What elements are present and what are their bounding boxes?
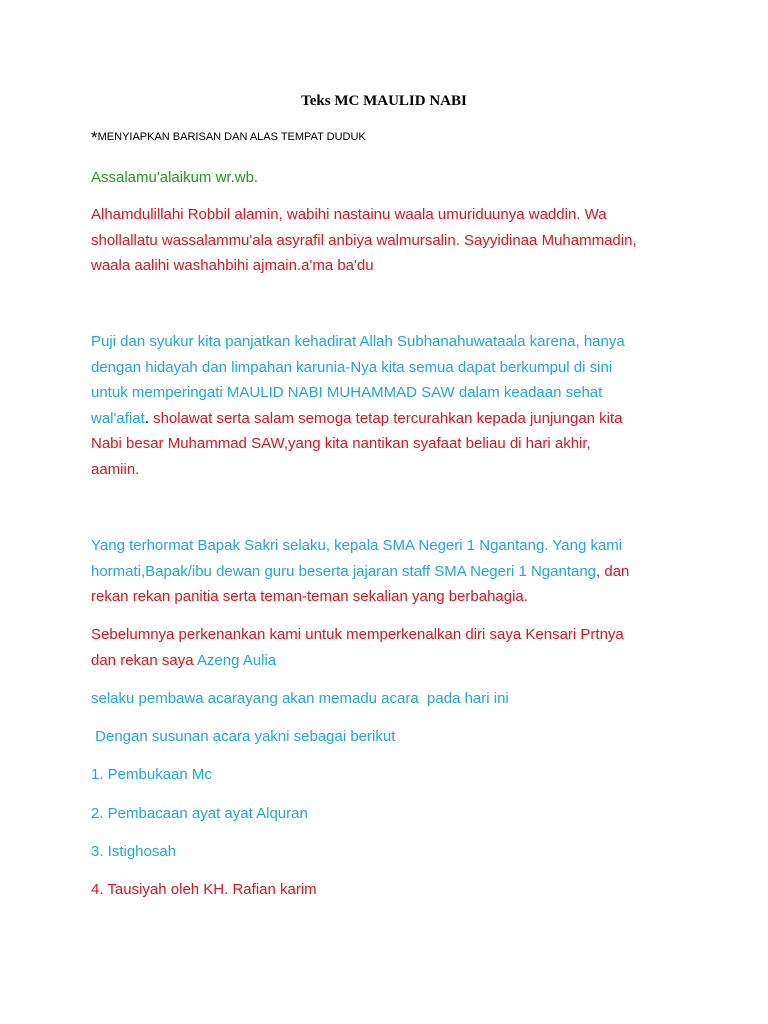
subheading-star: * [91,128,98,147]
praise-line-mixed [91,406,691,432]
praise-line: Nabi besar Muhammad SAW,yang kita nantikan syafaat beliau di hari akhir, [91,435,591,452]
opening-line: shollallatu wassalammu'ala asyrafil anbiya walmursalin. Sayyidinaa Muhammadin, [91,231,637,249]
agenda-item-3: 3. Istighosah [91,843,177,860]
praise-line4-blue: wal'afiat [91,409,145,427]
subheading-text: MENYIAPKAN BARISAN DAN ALAS TEMPAT DUDUK [97,131,366,143]
opening-paragraph [91,202,691,279]
praise-paragraph [91,329,691,482]
respect-paragraph [91,533,691,610]
opening-line: waala aalihi washahbihi ajmain.a'ma ba'du [91,257,374,274]
intro-paragraph [91,622,691,673]
praise-line4-period: . [144,409,149,427]
praise-line: aamiin. [91,460,140,478]
praise-line4-red: sholawat serta salam semoga tetap tercurahkan kepada junjungan kita [148,409,623,427]
intro-line-mixed [91,648,691,674]
role-line: selaku pembawa acarayang akan memadu acara pada hari ini [91,690,509,707]
praise-line: Puji dan syukur kita panjatkan kehadirat Allah Subhanahuwataala karena, hanya [91,333,625,350]
intro-line2-blue: Azeng Aulia [196,651,277,669]
greeting: Assalamu'alaikum wr.wb. [91,169,259,186]
agenda-intro: Dengan susunan acara yakni sebagai berikut [91,728,396,745]
respect-line2-blue: hormati,Bapak/ibu dewan guru beserta jajaran staff SMA Negeri 1 Ngantang [91,562,597,580]
intro-line2-red: dan rekan saya [91,651,197,669]
intro-line: Sebelumnya perkenankan kami untuk memperkenalkan diri saya Kensari Prtnya [91,626,624,643]
respect-line2-red: , dan [596,562,630,580]
opening-line: Alhamdulillahi Robbil alamin, wabihi nastainu waala umuriduunya waddin. Wa [91,206,607,223]
praise-line: dengan hidayah dan limpahan karunia-Nya kita semua dapat berkumpul di sini [91,358,613,376]
agenda-item-1: 1. Pembukaan Mc [91,766,212,783]
agenda-item-4: 4. Tausiyah oleh KH. Rafian karim [91,881,317,898]
respect-line: Yang terhormat Bapak Sakri selaku, kepala SMA Negeri 1 Ngantang. Yang kami [91,537,623,554]
subheading [91,128,366,148]
praise-line: untuk memperingati MAULID NABI MUHAMMAD SAW dalam keadaan sehat [91,384,603,401]
agenda-item-2: 2. Pembacaan ayat ayat Alquran [91,805,308,822]
respect-line-mixed [91,559,691,585]
document-title: Teks MC MAULID NABI [301,93,467,109]
respect-line: rekan rekan panitia serta teman-teman sekalian yang berbahagia. [91,588,528,605]
